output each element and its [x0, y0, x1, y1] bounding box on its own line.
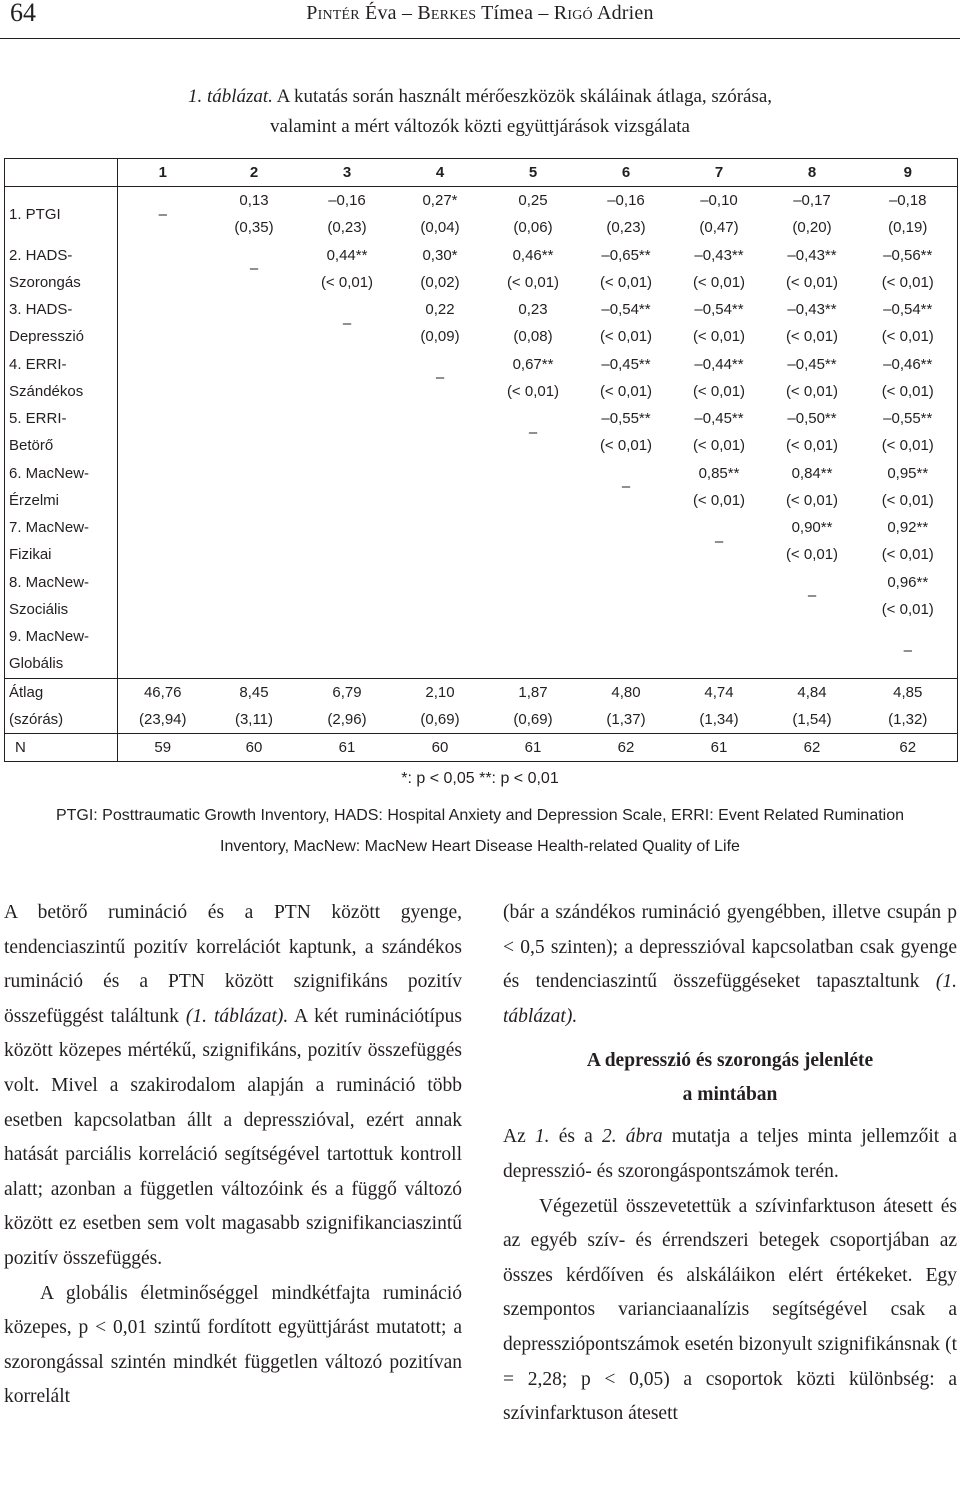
table-cell	[301, 187, 394, 242]
table-cell	[673, 623, 766, 678]
table-cell	[487, 405, 580, 460]
cell-line: (< 0,01)	[785, 491, 839, 509]
cell-line: –0,55**	[883, 410, 933, 428]
cell-line: 0,67**	[512, 355, 554, 373]
table-cell	[766, 187, 859, 242]
table-cell	[859, 405, 958, 460]
column-header: 7	[673, 159, 766, 187]
cell-line: –0,50**	[787, 410, 837, 428]
table-cell	[394, 351, 487, 406]
cell-line: (< 0,01)	[785, 437, 839, 455]
table-cell: 61	[673, 733, 766, 761]
cell-line: 7. MacNew-	[9, 519, 90, 537]
table-cell	[487, 351, 580, 406]
table-cell	[580, 296, 673, 351]
table-cell	[673, 514, 766, 569]
cell-line: –0,16	[607, 192, 645, 210]
cell-line: –0,45**	[601, 355, 651, 373]
cell-line: (< 0,01)	[506, 382, 560, 400]
cell-line: (< 0,01)	[881, 437, 934, 455]
cell-line: Érzelmi	[9, 491, 60, 509]
author-1-surname: Pintér	[306, 2, 360, 24]
column-header: 4	[394, 159, 487, 187]
table-cell	[487, 460, 580, 515]
table-cell	[673, 405, 766, 460]
table-cell	[673, 460, 766, 515]
cell-line: 5. ERRI-	[9, 410, 67, 428]
table-cell	[394, 296, 487, 351]
cell-line: 0,44**	[326, 246, 368, 264]
table-cell	[673, 242, 766, 297]
table-cell	[487, 242, 580, 297]
table-cell	[766, 405, 859, 460]
table-cell	[394, 623, 487, 678]
table-cell	[118, 351, 208, 406]
cell-line: 8,45	[239, 683, 269, 701]
cell-line: (0,35)	[234, 219, 274, 237]
correlation-table	[4, 158, 958, 762]
figure-reference: 1.	[534, 1126, 550, 1148]
table-cell	[487, 623, 580, 678]
table-cell	[394, 569, 487, 624]
table-row	[5, 623, 958, 678]
table-cell	[118, 623, 208, 678]
cell-line: 46,76	[143, 683, 182, 701]
column-header: 2	[208, 159, 301, 187]
cell-line: Betörő	[9, 437, 54, 455]
column-header: 6	[580, 159, 673, 187]
paragraph: Végezetül összevetettük a szívinfarktuson átesett és az egyéb szív- és érrendszeri betegek csoportjában az összes kérdőíven és alskáláikon elért értékeket. Egy szempontos varianciaanalízis segítségével csak a depressziópontszámok esetén bizonyult szignifikánsnak (t = 2,28; p < 0,05) a csoportok közti különbség: a szívinfarktuson átesett	[503, 1195, 957, 1425]
table-cell	[673, 296, 766, 351]
table-cell	[394, 187, 487, 242]
table-cell	[859, 187, 958, 242]
table-cell	[118, 678, 208, 733]
cell-line: (1,54)	[792, 710, 832, 728]
table-row	[5, 569, 958, 624]
table-cell	[766, 514, 859, 569]
author-3-given: Adrien	[596, 2, 654, 24]
table-header-row	[5, 159, 958, 187]
row-label	[5, 514, 118, 569]
table-cell	[208, 187, 301, 242]
table-cell	[673, 187, 766, 242]
cell-line: Fizikai	[9, 546, 52, 564]
table-cell: 62	[766, 733, 859, 761]
page-number: 64	[10, 0, 36, 27]
cell-line: (< 0,01)	[881, 273, 934, 291]
cell-line: (0,09)	[420, 328, 460, 346]
table-cell	[487, 569, 580, 624]
author-2-given: Tímea	[481, 2, 534, 24]
table-row	[5, 242, 958, 297]
cell-line: (0,08)	[513, 328, 553, 346]
table-cell	[487, 187, 580, 242]
table-cell	[301, 296, 394, 351]
cell-line: 8. MacNew-	[9, 573, 90, 591]
table-cell	[673, 351, 766, 406]
table-cell: 61	[301, 733, 394, 761]
paragraph: (bár a szándékos rumináció gyengébben, illetve csupán p < 0,5 szinten); a depresszióval kapcsolatban csak gyenge és tendenciaszintű összefüggéseket tapasztaltunk (1. táblázat).	[503, 902, 957, 1027]
table-caption-line-2: valamint a mért változók közti együttjárások vizsgálata	[270, 116, 690, 137]
table-cell	[301, 569, 394, 624]
table-cell	[766, 296, 859, 351]
row-label: N	[5, 733, 118, 761]
cell-line: (< 0,01)	[785, 382, 839, 400]
page-header	[0, 0, 960, 38]
table-cell: 59	[118, 733, 208, 761]
table-cell	[118, 296, 208, 351]
cell-line: (0,47)	[699, 219, 739, 237]
table-cell	[766, 351, 859, 406]
column-header: 5	[487, 159, 580, 187]
cell-line: 0,46**	[512, 246, 554, 264]
cell-line: –0,56**	[883, 246, 933, 264]
cell-line: (0,20)	[792, 219, 832, 237]
row-label	[5, 351, 118, 406]
table-cell	[859, 623, 958, 678]
cell-line: (1,34)	[699, 710, 739, 728]
header-empty-cell	[5, 159, 118, 187]
table-cell: 60	[208, 733, 301, 761]
cell-line: –	[249, 260, 259, 278]
cell-line: –0,45**	[694, 410, 744, 428]
table-cell	[301, 460, 394, 515]
table-cell	[766, 623, 859, 678]
cell-line: (0,04)	[420, 219, 460, 237]
cell-line: (< 0,01)	[320, 273, 374, 291]
cell-line: –0,16	[328, 192, 366, 210]
cell-line: –0,17	[793, 192, 831, 210]
row-label	[5, 242, 118, 297]
table-cell	[208, 623, 301, 678]
cell-line: (< 0,01)	[881, 600, 934, 618]
table-cell	[208, 296, 301, 351]
cell-line: (0,06)	[513, 219, 553, 237]
cell-line: 4,80	[611, 683, 641, 701]
cell-line: –	[528, 423, 538, 441]
cell-line: –	[435, 369, 445, 387]
table-cell	[859, 242, 958, 297]
cell-line: –0,45**	[787, 355, 837, 373]
cell-line: (< 0,01)	[599, 437, 653, 455]
table-row	[5, 296, 958, 351]
cell-line: (< 0,01)	[599, 382, 653, 400]
cell-line: (szórás)	[9, 710, 64, 728]
paragraph: Az 1. és a 2. ábra mutatja a teljes minta jellemzőit a depresszió- és szorongáspontszámok terén.	[503, 1126, 957, 1182]
cell-line: 3. HADS-	[9, 301, 73, 319]
table-cell	[118, 242, 208, 297]
cell-line: 6. MacNew-	[9, 464, 90, 482]
cell-line: 2,10	[425, 683, 455, 701]
table-cell	[580, 460, 673, 515]
cell-line: –	[621, 478, 631, 496]
cell-line: 0,90**	[791, 519, 833, 537]
cell-line: (< 0,01)	[692, 437, 746, 455]
cell-line: 4. ERRI-	[9, 355, 67, 373]
cell-line: Globális	[9, 655, 64, 673]
table-cell	[208, 351, 301, 406]
table-cell	[394, 460, 487, 515]
cell-line: 1,87	[518, 683, 548, 701]
table-cell	[301, 623, 394, 678]
author-1-given: Éva	[365, 2, 397, 24]
table-cell: 62	[580, 733, 673, 761]
cell-line: 2. HADS-	[9, 246, 73, 264]
cell-line: 0,25	[518, 192, 548, 210]
cell-line: Átlag	[9, 683, 44, 701]
row-label	[5, 460, 118, 515]
table-cell	[766, 678, 859, 733]
column-header: 1	[118, 159, 208, 187]
table-cell	[208, 678, 301, 733]
cell-line: 4,74	[704, 683, 734, 701]
table-cell	[301, 351, 394, 406]
table-cell	[301, 678, 394, 733]
table-cell	[118, 460, 208, 515]
cell-line: 0,22	[425, 301, 455, 319]
table-row-mean	[5, 678, 958, 733]
cell-line: –0,54**	[694, 301, 744, 319]
cell-line: (2,96)	[327, 710, 367, 728]
table-cell	[580, 678, 673, 733]
cell-line: (< 0,01)	[692, 491, 746, 509]
table-row	[5, 514, 958, 569]
table-cell	[118, 569, 208, 624]
cell-line: –0,10	[700, 192, 738, 210]
table-cell	[580, 514, 673, 569]
cell-line: –0,43**	[694, 246, 744, 264]
row-label	[5, 678, 118, 733]
table-cell	[580, 187, 673, 242]
cell-line: (3,11)	[234, 710, 274, 728]
body-column-right	[503, 896, 957, 1432]
cell-line: (< 0,01)	[692, 382, 746, 400]
cell-line: 0,30*	[422, 246, 458, 264]
cell-line: (0,69)	[513, 710, 553, 728]
table-cell	[766, 460, 859, 515]
cell-line: (< 0,01)	[881, 382, 934, 400]
table-cell	[118, 187, 208, 242]
table-cell	[673, 678, 766, 733]
cell-line: 0,96**	[887, 573, 929, 591]
cell-line: (< 0,01)	[881, 328, 934, 346]
table-cell	[208, 569, 301, 624]
table-cell	[394, 242, 487, 297]
table-cell	[118, 514, 208, 569]
table-cell	[859, 569, 958, 624]
cell-line: –0,44**	[694, 355, 744, 373]
cell-line: Szándékos	[9, 382, 84, 400]
header-rule	[0, 38, 960, 39]
cell-line: –0,43**	[787, 301, 837, 319]
table-cell	[673, 569, 766, 624]
cell-line: 0,95**	[887, 464, 929, 482]
table-cell	[580, 351, 673, 406]
table-cell	[766, 242, 859, 297]
table-reference: (1. táblázat).	[185, 1005, 289, 1027]
cell-line: –	[714, 532, 724, 550]
cell-line: –0,18	[888, 192, 927, 210]
table-cell	[208, 514, 301, 569]
table-cell	[394, 514, 487, 569]
row-label	[5, 405, 118, 460]
table-cell	[118, 405, 208, 460]
cell-line: (0,69)	[420, 710, 460, 728]
cell-line: Szociális	[9, 600, 69, 618]
table-cell	[580, 405, 673, 460]
cell-line: (< 0,01)	[785, 328, 839, 346]
cell-line: 4,85	[893, 683, 923, 701]
table-cell: 62	[859, 733, 958, 761]
cell-line: –0,65**	[601, 246, 651, 264]
row-label	[5, 187, 118, 242]
table-caption-line-1: 1. táblázat. A kutatás során használt mérőeszközök skáláinak átlaga, szórása,	[187, 86, 773, 107]
table-cell	[859, 460, 958, 515]
cell-line: (< 0,01)	[692, 273, 746, 291]
cell-line: Depresszió	[9, 328, 85, 346]
body-column-left	[4, 896, 462, 1415]
table-cell	[208, 460, 301, 515]
table-reference: (1. táblázat).	[503, 971, 957, 1027]
cell-line: –0,54**	[883, 301, 933, 319]
row-label	[5, 569, 118, 624]
cell-line: (< 0,01)	[599, 273, 653, 291]
cell-line: –0,43**	[787, 246, 837, 264]
table-cell	[580, 623, 673, 678]
table-cell	[580, 569, 673, 624]
cell-line: 4,84	[797, 683, 827, 701]
table-cell	[487, 514, 580, 569]
table-cell	[487, 678, 580, 733]
cell-line: –	[342, 314, 352, 332]
author-3-surname: Rigó	[553, 2, 593, 24]
table-caption-label: 1. táblázat.	[187, 86, 273, 107]
cell-line: (0,23)	[606, 219, 646, 237]
table-cell	[859, 351, 958, 406]
table-cell	[208, 242, 301, 297]
row-label	[5, 296, 118, 351]
significance-note: *: p < 0,05 **: p < 0,01	[401, 770, 559, 787]
cell-line: Szorongás	[9, 273, 81, 291]
table-cell: 60	[394, 733, 487, 761]
cell-line: (1,32)	[888, 710, 928, 728]
cell-line: (0,19)	[888, 219, 928, 237]
cell-line: 0,23	[518, 301, 548, 319]
table-cell	[487, 296, 580, 351]
table-cell	[859, 678, 958, 733]
figure-reference: 2. ábra	[601, 1126, 663, 1148]
running-head-authors: Pintér Éva – Berkes Tímea – Rigó Adrien	[306, 2, 654, 24]
cell-line: 1. PTGI	[9, 205, 61, 223]
cell-line: (< 0,01)	[599, 328, 653, 346]
cell-line: 0,27*	[422, 192, 458, 210]
table-cell	[208, 405, 301, 460]
table-row-n	[5, 733, 958, 761]
table-cell	[859, 514, 958, 569]
cell-line: 0,84**	[791, 464, 833, 482]
table-cell	[301, 405, 394, 460]
column-header: 8	[766, 159, 859, 187]
table-cell	[766, 569, 859, 624]
cell-line: (0,23)	[327, 219, 367, 237]
cell-line: (< 0,01)	[881, 491, 934, 509]
cell-line: –	[807, 587, 817, 605]
cell-line: (< 0,01)	[785, 273, 839, 291]
cell-line: –0,54**	[601, 301, 651, 319]
table-cell	[301, 242, 394, 297]
table-cell	[580, 242, 673, 297]
cell-line: –	[158, 205, 167, 223]
table-row	[5, 460, 958, 515]
cell-line: –	[903, 641, 912, 659]
table-row	[5, 351, 958, 406]
row-label	[5, 623, 118, 678]
cell-line: 0,13	[239, 192, 269, 210]
cell-line: (< 0,01)	[881, 546, 934, 564]
cell-line: –0,55**	[601, 410, 651, 428]
cell-line: (< 0,01)	[785, 546, 839, 564]
table-cell	[394, 678, 487, 733]
cell-line: (1,37)	[606, 710, 646, 728]
table-cell	[859, 296, 958, 351]
paragraph: A betörő rumináció és a PTN között gyenge, tendenciaszintű pozitív korrelációt kaptunk, a szándékos rumináció és a PTN között szignifikáns pozitív összefüggést találtunk (1. táblázat). A két ruminációtípus között közepes mértékű, szignifikáns, pozitív összefüggés volt. Mivel a szakirodalom alapján a rumináció több esetben kapcsolatban állt a depresszióval, ezért annak hatását parciális korreláció segítségével tartottuk kontroll alatt; azonban a független változóink és a függő változó között ez esetben sem volt magasabb szignifikanciaszintű pozitív összefüggés.	[4, 902, 462, 1269]
cell-line: (23,94)	[138, 710, 187, 728]
cell-line: (< 0,01)	[506, 273, 560, 291]
cell-line: 0,92**	[887, 519, 929, 537]
cell-line: (< 0,01)	[692, 328, 746, 346]
cell-line: –0,46**	[883, 355, 933, 373]
author-2-surname: Berkes	[417, 2, 477, 24]
table-cell	[394, 405, 487, 460]
paragraph: A globális életminőséggel mindkétfajta rumináció közepes, p < 0,01 szintű fordított együttjárást mutatott; a szorongással szintén mindkét független változó pozitívan korrelált	[4, 1282, 462, 1408]
cell-line: 6,79	[332, 683, 362, 701]
column-header: 9	[859, 159, 958, 187]
table-cell	[301, 514, 394, 569]
abbreviation-note: PTGI: Posttraumatic Growth Inventory, HADS: Hospital Anxiety and Depression Scale, ERRI: Event Related Rumination Inventory, MacNew: MacNew Heart Disease Health-related Quality of Life	[55, 807, 905, 855]
cell-line: 9. MacNew-	[9, 628, 90, 646]
section-heading: A depresszió és szorongás jelenléte a mintában	[586, 1050, 874, 1106]
table-row	[5, 405, 958, 460]
table-row	[5, 187, 958, 242]
cell-line: 0,85**	[698, 464, 740, 482]
table-cell: 61	[487, 733, 580, 761]
column-header: 3	[301, 159, 394, 187]
cell-line: (0,02)	[420, 273, 460, 291]
